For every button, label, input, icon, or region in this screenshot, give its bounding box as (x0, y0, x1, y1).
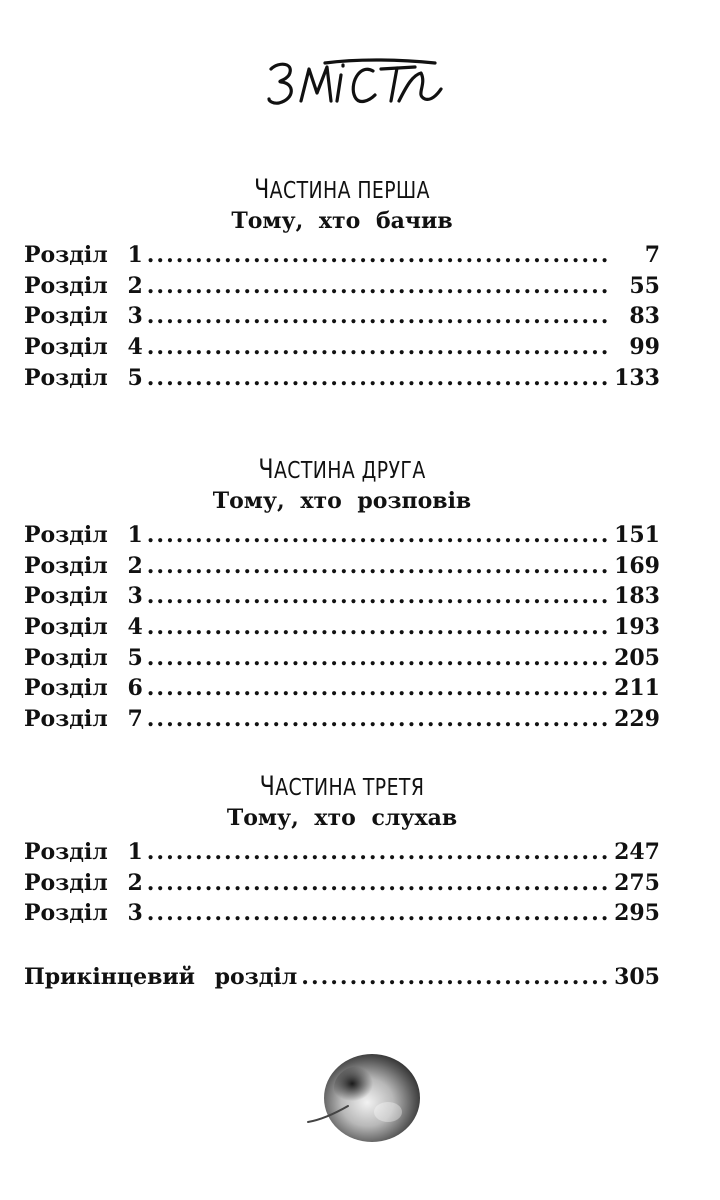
toc-entry-label: Розділ 3 (24, 583, 143, 610)
toc-entry-label: Розділ 2 (24, 272, 143, 299)
toc-entry-label: Розділ 3 (24, 900, 143, 927)
toc-leader-dots (301, 962, 610, 993)
toc-leader-dots (147, 868, 610, 899)
toc-entry-epilogue[interactable] (24, 962, 660, 993)
part-heading: ЧАСТИНА ПЕРША (254, 174, 430, 205)
epilogue (24, 962, 660, 993)
handwritten-title-icon (265, 55, 455, 115)
toc-entry-page: 295 (614, 900, 660, 927)
apple-illustration (300, 1040, 430, 1154)
part-2 (24, 455, 660, 735)
toc-entry-page: 7 (644, 242, 660, 268)
part-3 (24, 772, 660, 929)
toc-entry-page: 83 (629, 303, 660, 330)
toc-entry-page: 247 (614, 839, 660, 865)
toc-leader-dots (147, 551, 610, 582)
toc-leader-dots (147, 898, 610, 929)
part-heading: ЧАСТИНА ТРЕТЯ (259, 771, 425, 802)
toc-leader-dots (147, 612, 610, 643)
part-heading: ЧАСТИНА ДРУГА (258, 454, 426, 485)
toc-entry-label: Розділ 6 (24, 675, 143, 702)
toc-entry-label: Розділ 5 (24, 644, 143, 671)
toc-entry-page: 183 (614, 583, 660, 610)
toc-entry[interactable] (24, 581, 660, 612)
toc-entry[interactable] (24, 643, 660, 674)
toc-entry-label: Прикінцевий розділ (24, 964, 298, 990)
toc-entry-label: Розділ 2 (24, 552, 143, 579)
toc-entry-page: 151 (614, 522, 660, 548)
toc-leader-dots (147, 837, 610, 868)
toc-entry-label: Розділ 1 (24, 522, 143, 548)
apple-icon (300, 1040, 430, 1150)
toc-entry[interactable] (24, 271, 660, 302)
toc-leader-dots (147, 704, 610, 735)
toc-entry-label: Розділ 3 (24, 303, 143, 330)
toc-entry[interactable] (24, 363, 660, 394)
toc-leader-dots (147, 643, 610, 674)
toc-entry[interactable] (24, 704, 660, 735)
toc-entry[interactable] (24, 837, 660, 868)
part-1 (24, 175, 660, 393)
toc-entry-page: 133 (614, 364, 660, 391)
toc-entry-label: Розділ 1 (24, 242, 143, 268)
toc-entry-label: Розділ 1 (24, 839, 143, 865)
toc-entry[interactable] (24, 551, 660, 582)
toc-entry-label: Розділ 4 (24, 614, 143, 641)
toc-leader-dots (147, 271, 612, 302)
toc-entry-label: Розділ 2 (24, 869, 143, 896)
part-subtitle: Тому, хто слухав (226, 805, 458, 831)
toc-entry-page: 229 (614, 706, 660, 733)
toc-leader-dots (147, 301, 612, 332)
toc-entry-page: 275 (614, 869, 660, 896)
toc-leader-dots (147, 520, 610, 551)
part-subtitle: Тому, хто розповів (212, 488, 472, 514)
toc-entry-label: Розділ 5 (24, 364, 143, 391)
toc-entry[interactable] (24, 332, 660, 363)
toc-entry-page: 193 (614, 614, 660, 641)
toc-entry-page: 305 (614, 964, 660, 990)
toc-entry-page: 55 (629, 272, 660, 299)
part-subtitle: Тому, хто бачив (231, 208, 453, 234)
toc-leader-dots (147, 673, 610, 704)
toc-entry[interactable] (24, 520, 660, 551)
toc-entry[interactable] (24, 301, 660, 332)
toc-entry-page: 211 (614, 675, 660, 702)
toc-leader-dots (147, 332, 612, 363)
toc-leader-dots (147, 240, 612, 271)
toc-leader-dots (147, 363, 610, 394)
toc-entry-label: Розділ 4 (24, 334, 143, 361)
toc-entry[interactable] (24, 612, 660, 643)
toc-entry[interactable] (24, 240, 660, 271)
toc-entry-page: 99 (629, 334, 660, 361)
toc-entry-label: Розділ 7 (24, 706, 143, 733)
toc-leader-dots (147, 581, 610, 612)
page-title (0, 55, 720, 119)
toc-entry-page: 205 (614, 644, 660, 671)
toc-entry-page: 169 (614, 552, 660, 579)
toc-entry[interactable] (24, 868, 660, 899)
toc-entry[interactable] (24, 898, 660, 929)
toc-entry[interactable] (24, 673, 660, 704)
